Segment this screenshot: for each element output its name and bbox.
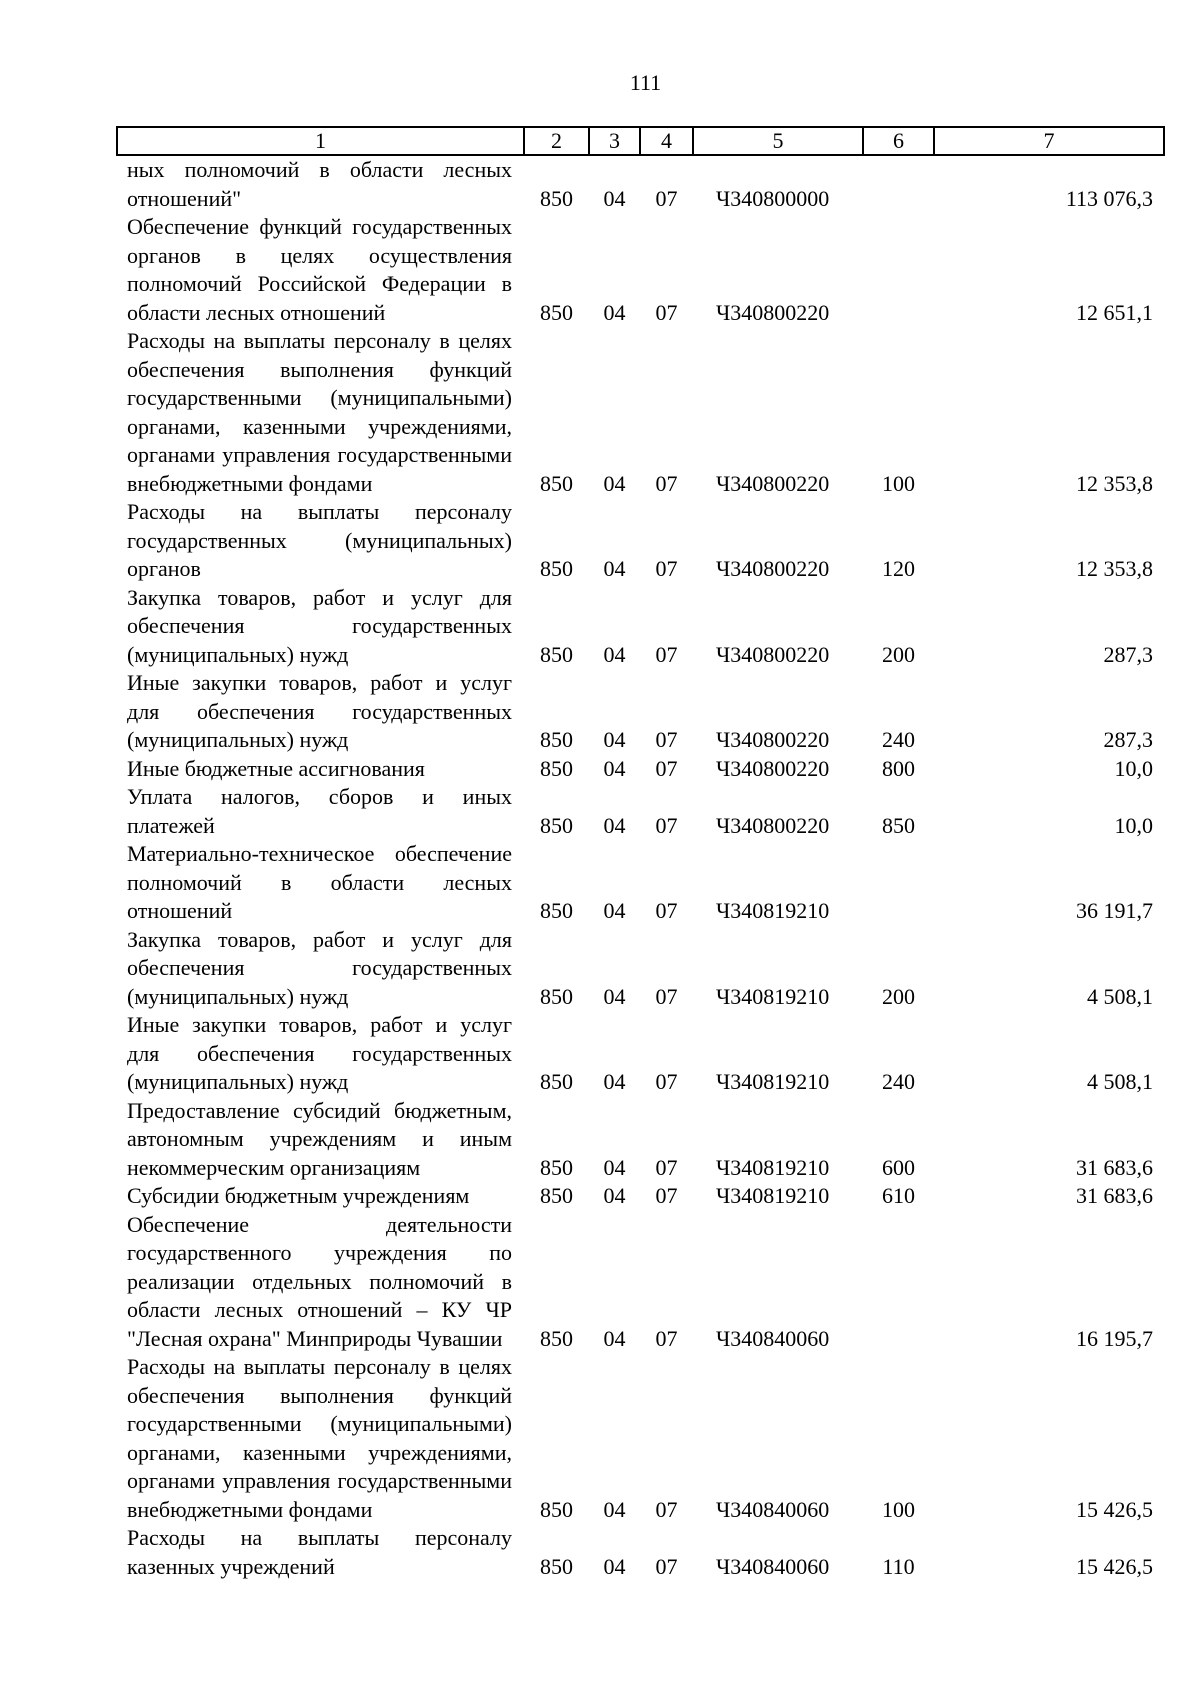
row-amount: 4 508,1 <box>1087 1069 1153 1094</box>
row-col-4: 07 <box>655 898 678 923</box>
row-col-2: 850 <box>540 755 573 781</box>
row-col-4: 07 <box>655 641 678 667</box>
row-code: Ч340800220 <box>716 755 830 781</box>
row-col-2: 850 <box>540 1553 573 1579</box>
row-col-2: 850 <box>540 641 573 667</box>
row-description: Материально-техническое обеспечение полномочий в области лесных отношений <box>127 841 512 923</box>
row-amount: 15 426,5 <box>1076 1496 1153 1522</box>
table-row <box>117 584 1164 670</box>
row-code: Ч340819210 <box>716 1154 830 1180</box>
row-description: Закупка товаров, работ и услуг для обеспечения государственных (муниципальных) нужд <box>127 926 512 1009</box>
row-col-3: 04 <box>603 812 626 838</box>
row-col-2: 850 <box>540 1154 573 1180</box>
row-col-2: 850 <box>540 983 573 1009</box>
row-col-4: 07 <box>655 1553 678 1579</box>
row-description: Расходы на выплаты персоналу государственных (муниципальных) органов <box>127 499 512 581</box>
row-col-3: 04 <box>603 1154 626 1180</box>
row-col-4: 07 <box>655 1154 678 1180</box>
table-row <box>117 783 1164 840</box>
row-description: Закупка товаров, работ и услуг для обеспечения государственных (муниципальных) нужд <box>127 584 512 667</box>
row-col-3: 04 <box>603 641 626 667</box>
row-col-2: 850 <box>540 470 573 496</box>
row-col-4: 07 <box>655 812 678 838</box>
row-code: Ч340800220 <box>716 299 830 325</box>
row-amount: 113 076,3 <box>1065 185 1153 211</box>
row-col-3: 04 <box>603 185 626 211</box>
row-col-3: 04 <box>603 1496 626 1522</box>
row-col-3: 04 <box>603 299 626 325</box>
table-row <box>117 926 1164 1012</box>
row-col-3: 04 <box>603 1553 626 1579</box>
row-col-6: 800 <box>882 755 915 781</box>
row-col-4: 07 <box>655 1069 678 1094</box>
row-col-2: 850 <box>540 1496 573 1522</box>
row-amount: 31 683,6 <box>1076 1183 1153 1208</box>
row-col-2: 850 <box>540 812 573 838</box>
table-header <box>117 127 1164 155</box>
row-description: Расходы на выплаты персоналу в целях обеспечения выполнения функций государственными (муниципальными) органами, казенными учреждениями, органами управления государственными внебюджетными фондами <box>127 328 512 496</box>
row-amount: 287,3 <box>1103 727 1153 752</box>
row-col-3: 04 <box>603 470 626 496</box>
row-col-4: 07 <box>655 470 678 496</box>
row-col-2: 850 <box>540 556 573 581</box>
row-col-3: 04 <box>603 755 626 781</box>
table-row <box>117 1097 1164 1183</box>
row-description: Уплата налогов, сборов и иных платежей <box>127 784 512 838</box>
row-amount: 10,0 <box>1114 812 1153 838</box>
table-row <box>117 213 1164 327</box>
row-col-4: 07 <box>655 1496 678 1522</box>
table-body <box>117 155 1164 1581</box>
header-col-2: 2 <box>524 127 589 155</box>
row-col-4: 07 <box>655 1183 678 1208</box>
row-col-3: 04 <box>603 983 626 1009</box>
table-row <box>117 1353 1164 1524</box>
row-col-6: 600 <box>882 1154 915 1180</box>
row-col-6: 850 <box>882 812 915 838</box>
page-number: 111 <box>629 70 662 95</box>
row-description: Иные закупки товаров, работ и услуг для обеспечения государственных (муниципальных) нужд <box>127 1012 512 1094</box>
row-col-6 <box>863 840 934 926</box>
row-col-6: 200 <box>882 983 915 1009</box>
row-code: Ч340800220 <box>716 641 830 667</box>
table-row <box>117 155 1164 213</box>
row-col-3: 04 <box>603 727 626 752</box>
row-col-4: 07 <box>655 1325 678 1351</box>
row-code: Ч340819210 <box>716 898 830 923</box>
header-col-3: 3 <box>589 127 640 155</box>
row-col-6: 610 <box>882 1183 915 1208</box>
row-col-2: 850 <box>540 1069 573 1094</box>
row-col-6 <box>863 1211 934 1354</box>
table-row <box>117 1524 1164 1581</box>
row-amount: 15 426,5 <box>1076 1553 1153 1579</box>
row-col-2: 850 <box>540 1183 573 1208</box>
row-amount: 36 191,7 <box>1076 898 1153 923</box>
row-col-4: 07 <box>655 727 678 752</box>
row-col-6: 240 <box>882 727 915 752</box>
row-description: Обеспечение функций государственных органов в целях осуществления полномочий Российской Федерации в области лесных отношений <box>127 214 512 325</box>
row-col-6 <box>863 213 934 327</box>
row-col-6: 110 <box>882 1553 915 1579</box>
row-col-3: 04 <box>603 898 626 923</box>
row-col-4: 07 <box>655 983 678 1009</box>
row-col-4: 07 <box>655 556 678 581</box>
row-description: Иные бюджетные ассигнования <box>127 755 425 781</box>
row-code: Ч340800220 <box>716 556 830 581</box>
row-amount: 31 683,6 <box>1076 1154 1153 1180</box>
row-col-2: 850 <box>540 1325 573 1351</box>
row-col-2: 850 <box>540 727 573 752</box>
table-row <box>117 755 1164 784</box>
row-code: Ч340800220 <box>716 470 830 496</box>
row-description: Расходы на выплаты персоналу в целях обеспечения выполнения функций государственными (муниципальными) органами, казенными учреждениями, органами управления государственными внебюджетными фондами <box>127 1354 512 1522</box>
row-col-4: 07 <box>655 299 678 325</box>
row-description: Расходы на выплаты персоналу казенных учреждений <box>127 1525 512 1579</box>
row-description: Иные закупки товаров, работ и услуг для обеспечения государственных (муниципальных) нужд <box>127 670 512 752</box>
header-row <box>117 127 1164 155</box>
row-col-3: 04 <box>603 1069 626 1094</box>
row-amount: 4 508,1 <box>1087 983 1153 1009</box>
row-col-6: 200 <box>882 641 915 667</box>
row-col-4: 07 <box>655 755 678 781</box>
row-col-2: 850 <box>540 898 573 923</box>
row-code: Ч340800220 <box>716 812 830 838</box>
budget-table <box>116 126 1165 1581</box>
row-col-2: 850 <box>540 299 573 325</box>
table-row <box>117 669 1164 755</box>
row-description: ных полномочий в области лесных отношений" <box>127 157 512 211</box>
row-amount: 12 353,8 <box>1076 470 1153 496</box>
row-col-6: 240 <box>882 1069 915 1094</box>
row-col-2: 850 <box>540 185 573 211</box>
row-amount: 16 195,7 <box>1076 1325 1153 1351</box>
header-col-7: 7 <box>934 127 1164 155</box>
row-col-6 <box>863 155 934 213</box>
row-amount: 12 353,8 <box>1076 556 1153 581</box>
table-row <box>117 1011 1164 1097</box>
row-col-6: 120 <box>882 556 915 581</box>
row-code: Ч340840060 <box>716 1553 830 1579</box>
table-row <box>117 1211 1164 1354</box>
row-col-3: 04 <box>603 556 626 581</box>
table-row <box>117 1182 1164 1211</box>
row-description: Субсидии бюджетным учреждениям <box>127 1183 470 1208</box>
row-code: Ч340840060 <box>716 1496 830 1522</box>
row-col-6: 100 <box>882 1496 915 1522</box>
header-col-6: 6 <box>863 127 934 155</box>
row-col-3: 04 <box>603 1183 626 1208</box>
table-row <box>117 498 1164 584</box>
row-col-6: 100 <box>882 470 915 496</box>
header-col-4: 4 <box>640 127 693 155</box>
row-code: Ч340840060 <box>716 1325 830 1351</box>
row-description: Предоставление субсидий бюджетным, автономным учреждениям и иным некоммерческим организациям <box>127 1097 512 1180</box>
row-code: Ч340819210 <box>716 983 830 1009</box>
table-row <box>117 840 1164 926</box>
row-amount: 287,3 <box>1103 641 1153 667</box>
row-code: Ч340819210 <box>716 1183 830 1208</box>
table-row <box>117 327 1164 498</box>
row-description: Обеспечение деятельности государственного учреждения по реализации отдельных полномочий в области лесных отношений – КУ ЧР "Лесная охрана" Минприроды Чувашии <box>127 1211 512 1351</box>
header-col-1: 1 <box>117 127 524 155</box>
row-amount: 10,0 <box>1114 755 1153 781</box>
row-code: Ч340819210 <box>716 1069 830 1094</box>
row-col-3: 04 <box>603 1325 626 1351</box>
row-amount: 12 651,1 <box>1076 299 1153 325</box>
row-code: Ч340800220 <box>716 727 830 752</box>
header-col-5: 5 <box>693 127 863 155</box>
row-code: Ч340800000 <box>716 185 830 211</box>
row-col-4: 07 <box>655 185 678 211</box>
